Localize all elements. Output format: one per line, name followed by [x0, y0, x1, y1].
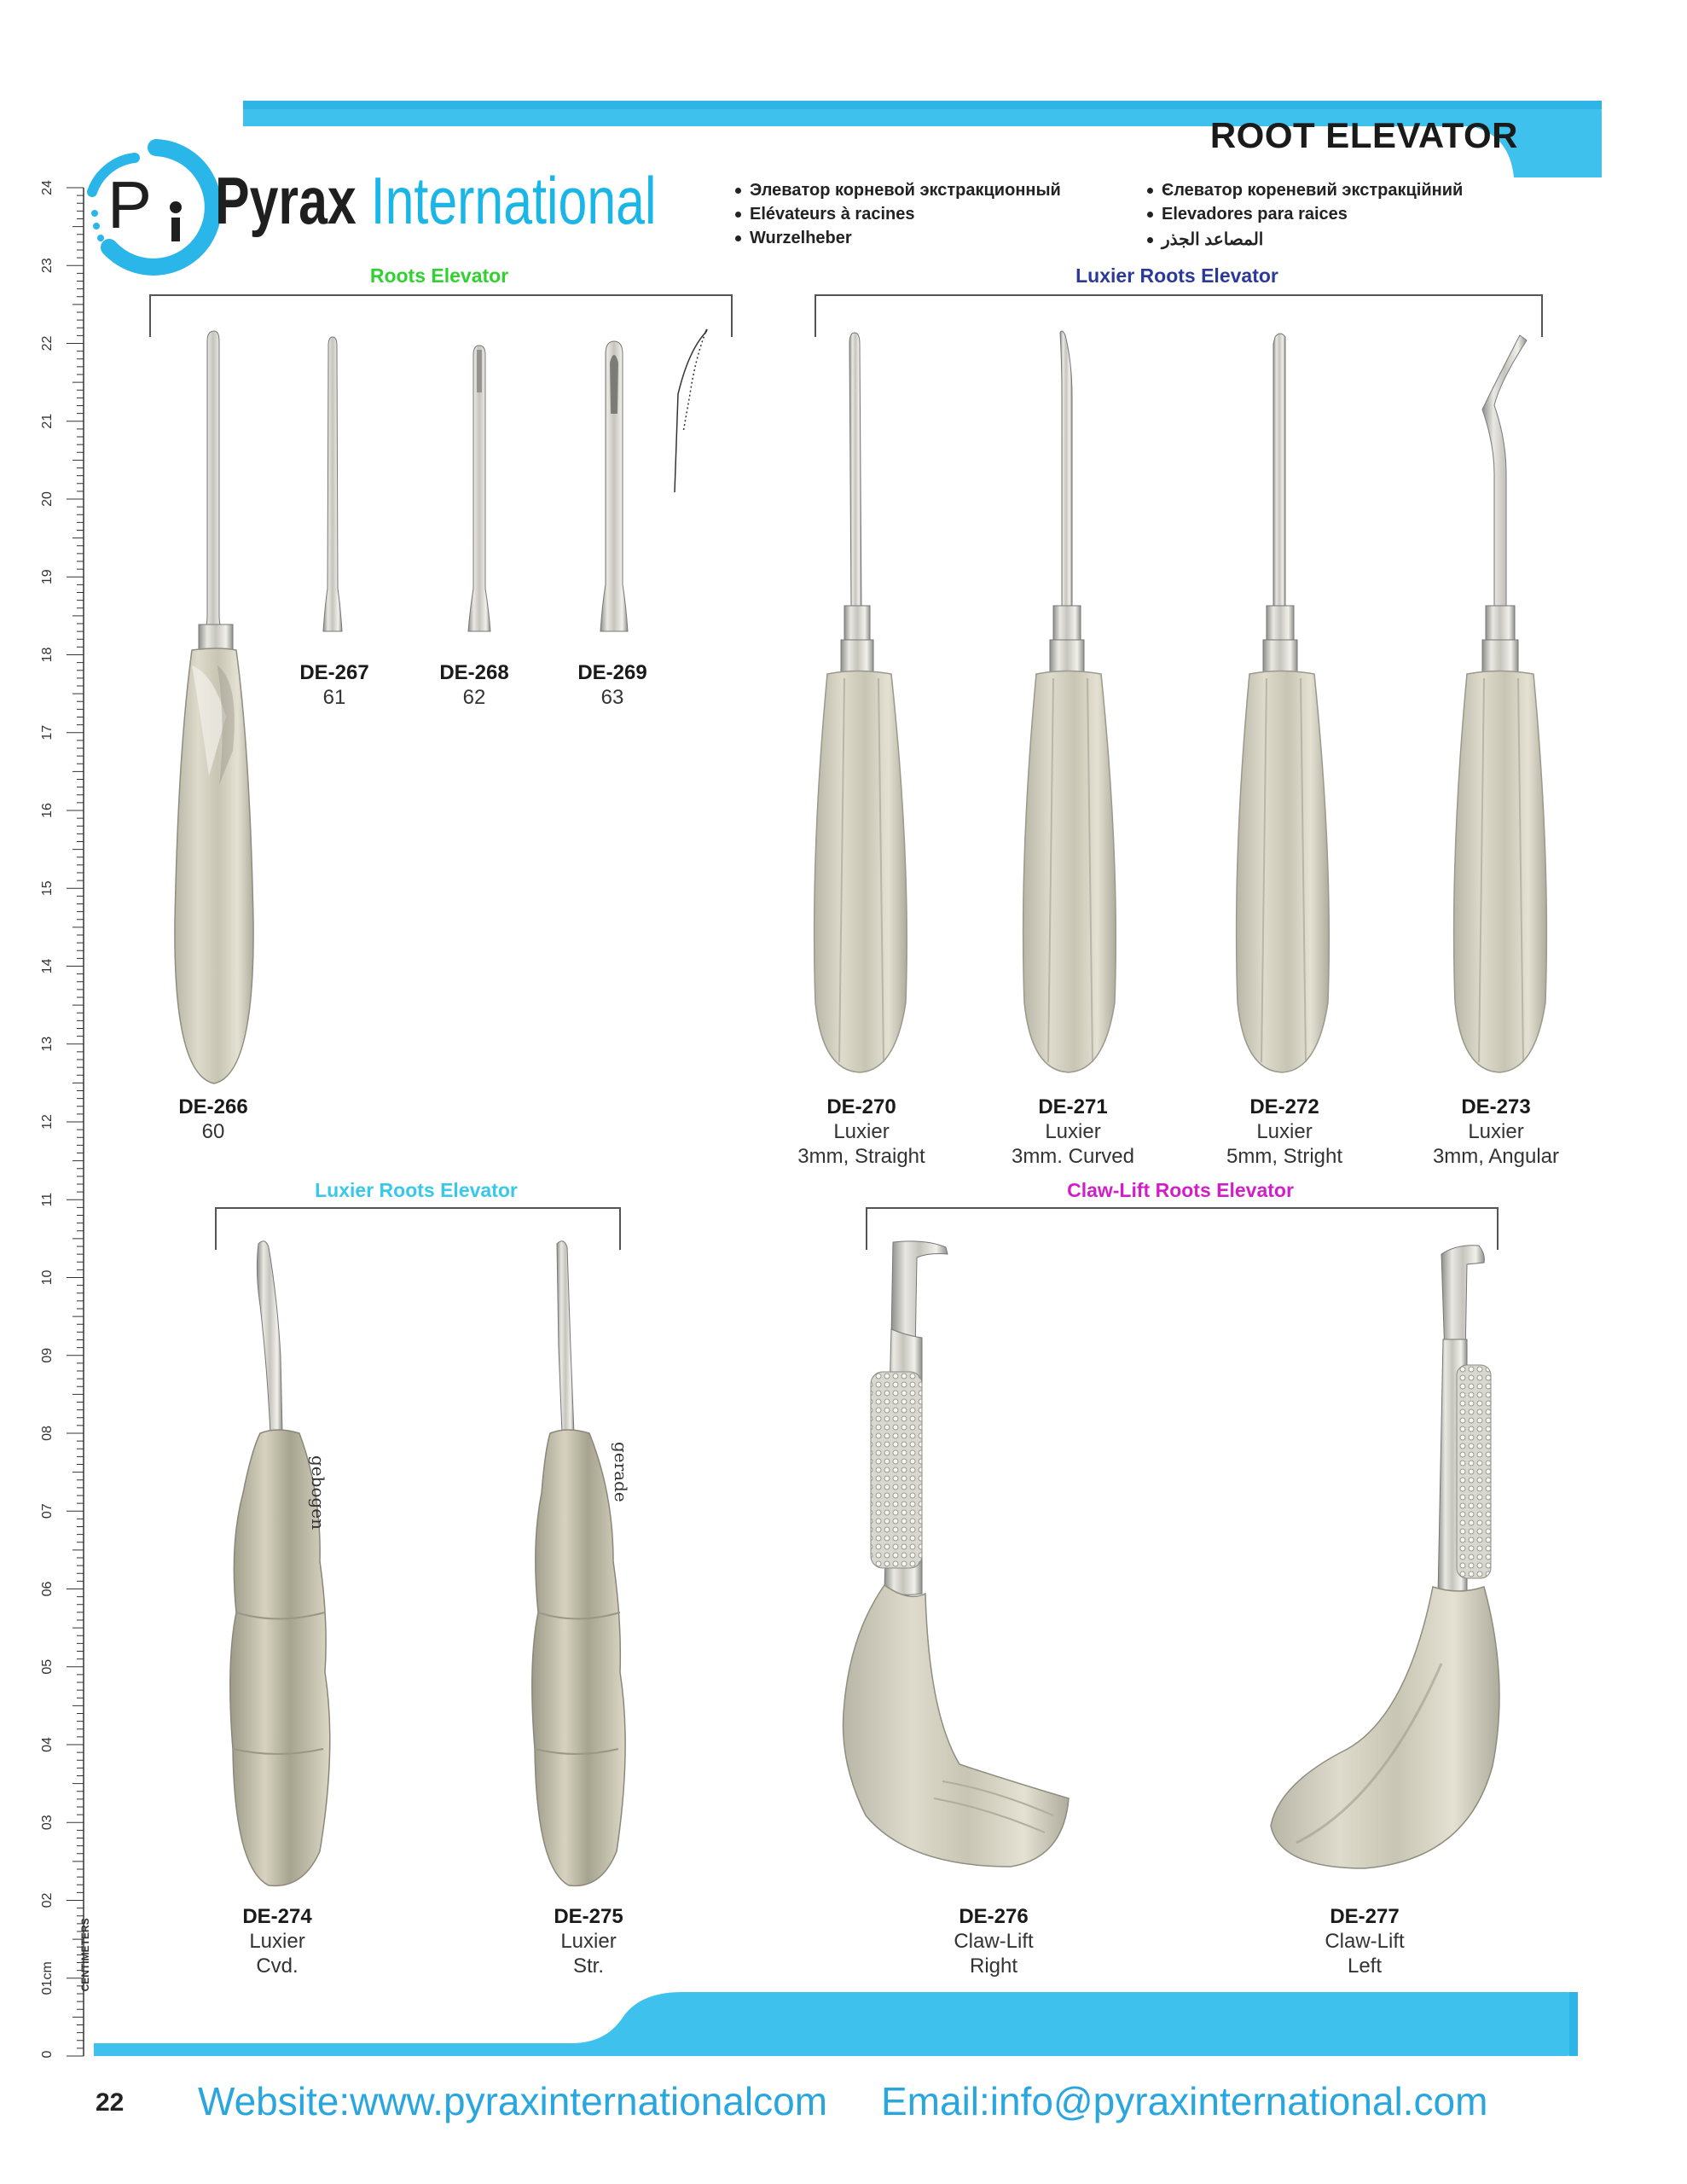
product-line1: Luxier — [1045, 1120, 1101, 1143]
instrument-de-274 — [217, 1237, 345, 1894]
page-number: 22 — [96, 2088, 125, 2117]
ruler-label-11: 11 — [40, 1192, 55, 1207]
section-luxier-top: Luxier Roots Elevator — [1075, 264, 1278, 287]
ruler-label-14: 14 — [40, 958, 55, 974]
ruler-label-17: 17 — [40, 724, 55, 741]
lang-spanish: Elevadores para raices — [1147, 205, 1348, 224]
ruler-label-02: 02 — [40, 1892, 55, 1908]
lang-russian: Элеватор корневой экстракционный — [735, 181, 1061, 200]
ruler-label-04: 04 — [40, 1737, 55, 1752]
page-title: ROOT ELEVATOR — [1209, 115, 1518, 155]
section-luxier-bottom: Luxier Roots Elevator — [315, 1179, 518, 1201]
instrument-de-275 — [525, 1237, 652, 1894]
ruler-label-21: 21 — [40, 413, 55, 429]
product-label-de-273 — [1394, 1095, 1598, 1169]
product-code: DE-266 — [178, 1095, 248, 1118]
product-line1: Luxier — [1256, 1120, 1313, 1143]
product-code: DE-277 — [1330, 1905, 1400, 1928]
ruler-label-0: 0 — [40, 2050, 55, 2059]
footer-band — [94, 1992, 1578, 2056]
product-line2: Right — [969, 1955, 1018, 1978]
engraving-gebogen: gebogen — [308, 1455, 328, 1531]
website-link[interactable]: Website:www.pyraxinternationalcom — [198, 2079, 828, 2123]
ruler-label-18: 18 — [40, 647, 55, 663]
product-line1: 61 — [322, 686, 346, 709]
product-label-de-269 — [510, 660, 715, 710]
ruler-label-15: 15 — [40, 880, 55, 897]
product-line1: Luxier — [560, 1930, 617, 1953]
tip-de-268 — [465, 341, 494, 636]
lang-german: Wurzelheber — [735, 229, 852, 248]
product-line1: Claw-Lift — [954, 1930, 1034, 1953]
ruler-label-1: 01cm — [40, 1961, 55, 1995]
product-line2: 3mm, Angular — [1432, 1145, 1560, 1168]
ruler-label-22: 22 — [40, 335, 55, 351]
tip-profile-diagram — [670, 326, 712, 497]
instrument-de-276 — [840, 1235, 1070, 1892]
product-label-de-270 — [759, 1095, 964, 1169]
section-roots-elevator: Roots Elevator — [369, 264, 509, 287]
product-label-de-274 — [175, 1904, 380, 1978]
product-line1: Luxier — [249, 1930, 305, 1953]
lang-arabic: المصاعد الجذر — [1147, 229, 1263, 250]
ruler-label-03: 03 — [40, 1815, 55, 1831]
product-line1: 62 — [462, 686, 486, 709]
centimeter-ruler — [32, 171, 92, 2082]
product-label-de-271 — [971, 1095, 1175, 1169]
product-label-de-275 — [486, 1904, 691, 1978]
product-code: DE-275 — [554, 1905, 623, 1928]
ruler-unit-label: CENTIMETERS — [79, 1918, 91, 1992]
product-line2: Left — [1347, 1955, 1383, 1978]
product-line2: 5mm, Stright — [1226, 1145, 1343, 1168]
product-line2: 3mm, Straight — [797, 1145, 925, 1168]
pyrax-logo-icon — [75, 132, 229, 277]
product-label-de-277 — [1262, 1904, 1467, 1978]
product-code: DE-267 — [299, 661, 369, 684]
brand-name — [215, 162, 657, 240]
ruler-label-10: 10 — [40, 1269, 55, 1286]
section-claw-lift: Claw-Lift Roots Elevator — [1067, 1179, 1294, 1201]
product-line2: Cvd. — [256, 1955, 299, 1978]
product-line1: Claw-Lift — [1325, 1930, 1405, 1953]
instrument-de-270 — [810, 328, 913, 1079]
product-label-de-272 — [1182, 1095, 1387, 1169]
ruler-label-07: 07 — [40, 1503, 55, 1519]
tip-de-269 — [597, 337, 631, 636]
product-code: DE-276 — [959, 1905, 1029, 1928]
email-link[interactable]: Email:info@pyraxinternational.com — [881, 2079, 1488, 2123]
ruler-label-13: 13 — [40, 1036, 55, 1052]
product-code: DE-271 — [1038, 1095, 1108, 1118]
product-code: DE-270 — [826, 1095, 896, 1118]
brand-name-part2: International — [370, 163, 657, 238]
svg-text:P: P — [107, 167, 153, 242]
ruler-label-08: 08 — [40, 1426, 55, 1441]
product-line1: Luxier — [1468, 1120, 1524, 1143]
ruler-label-12: 12 — [40, 1114, 55, 1130]
product-label-de-266 — [111, 1095, 316, 1144]
tip-de-267 — [320, 333, 345, 636]
ruler-label-23: 23 — [40, 258, 55, 274]
product-line1: Luxier — [833, 1120, 890, 1143]
lang-french: Elévateurs à racines — [735, 205, 914, 224]
ruler-label-05: 05 — [40, 1658, 55, 1675]
ruler-ticks — [67, 188, 84, 2056]
instrument-de-277 — [1262, 1237, 1518, 1894]
instrument-de-273 — [1441, 328, 1552, 1079]
ruler-label-24: 24 — [40, 180, 55, 195]
instrument-de-272 — [1232, 328, 1335, 1079]
product-code: DE-269 — [577, 661, 647, 684]
instrument-de-271 — [1019, 328, 1122, 1079]
ruler-label-06: 06 — [40, 1581, 55, 1597]
product-line2: 3mm. Curved — [1011, 1145, 1135, 1168]
product-label-de-276 — [891, 1904, 1096, 1978]
brand-name-part1: Pyrax — [215, 163, 357, 238]
ruler-label-09: 09 — [40, 1347, 55, 1363]
ruler-label-19: 19 — [40, 569, 55, 585]
product-code: DE-274 — [242, 1905, 312, 1928]
product-line2: Str. — [572, 1955, 604, 1978]
product-line1: 63 — [600, 686, 624, 709]
product-code: DE-268 — [439, 661, 509, 684]
engraving-gerade: gerade — [611, 1442, 631, 1502]
product-line1: 60 — [201, 1120, 225, 1143]
ruler-label-16: 16 — [40, 803, 55, 818]
ruler-label-20: 20 — [40, 491, 55, 507]
lang-ukrainian: Єлеватор кореневий экстракційний — [1147, 181, 1463, 200]
product-code: DE-272 — [1249, 1095, 1319, 1118]
bracket-luxier-top — [815, 294, 1543, 337]
product-code: DE-273 — [1461, 1095, 1531, 1118]
